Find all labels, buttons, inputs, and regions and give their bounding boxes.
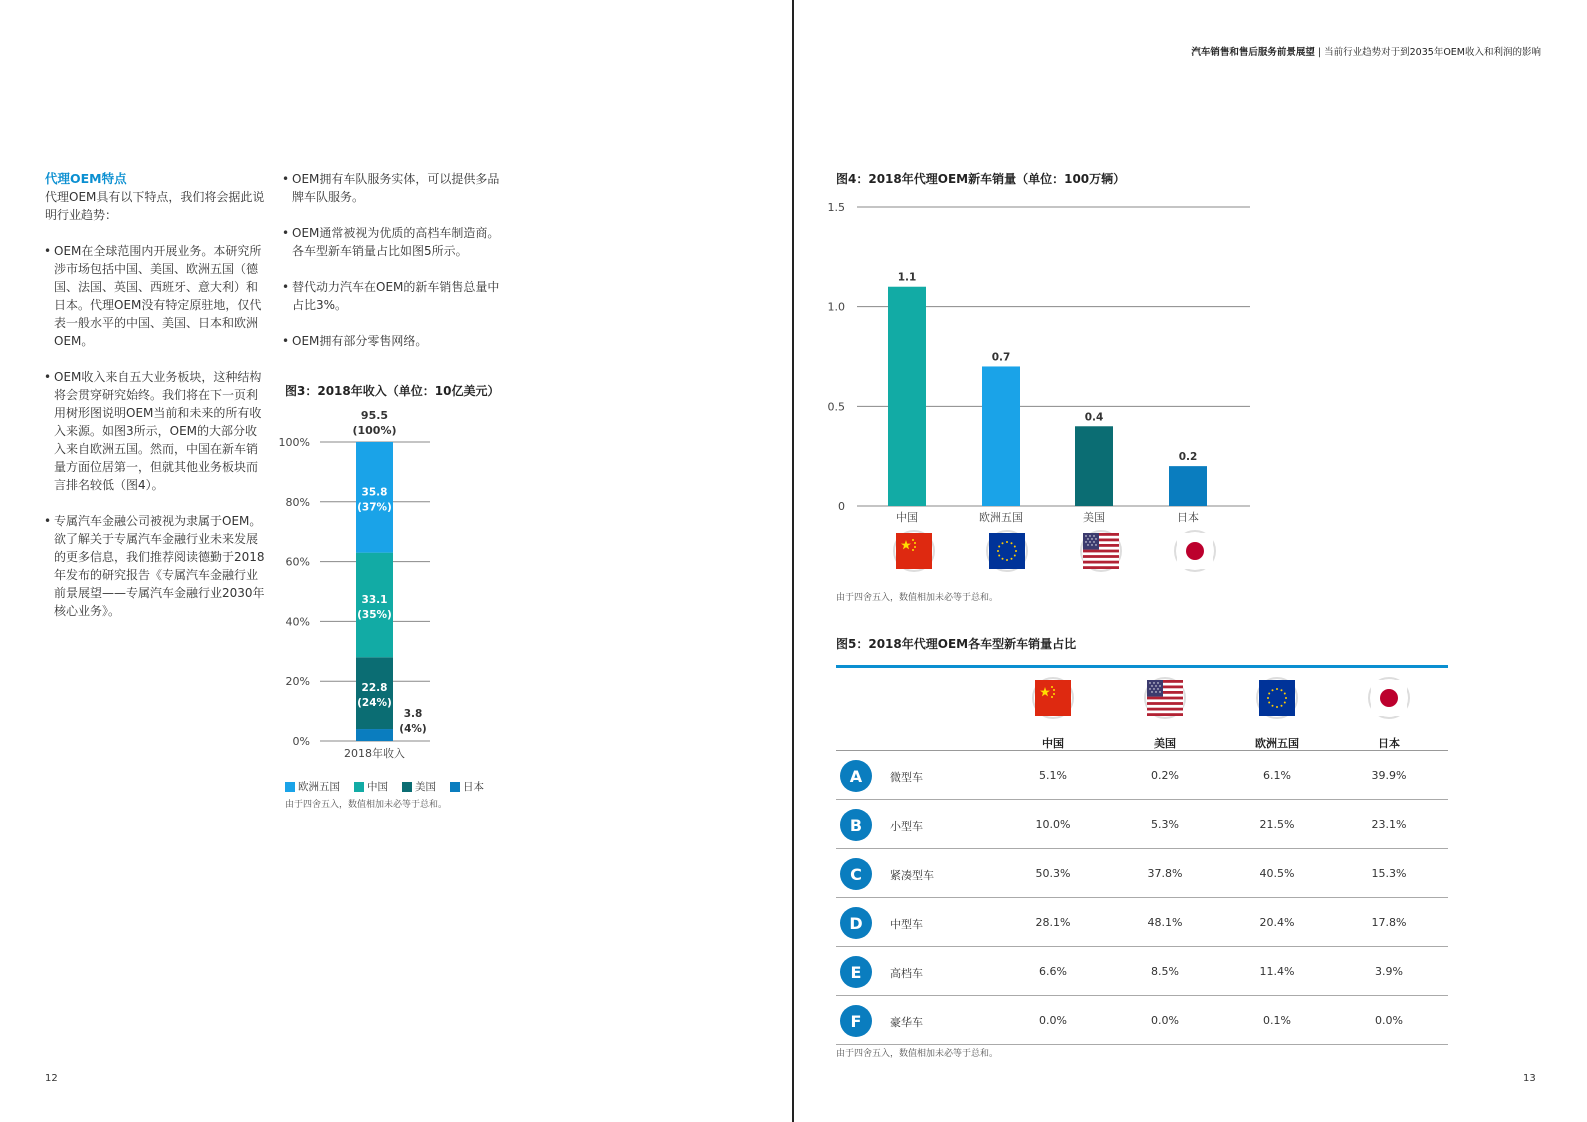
japan-flag-icon [1368, 677, 1410, 719]
eu-flag-icon [1256, 677, 1298, 719]
col-header-japan: 日本 [1378, 737, 1400, 750]
usa-flag-icon [1144, 677, 1186, 719]
japan-flag-icon [1174, 530, 1216, 572]
fig3-data-label: 35.8 [361, 486, 388, 499]
fig3-total-label: 95.5 [360, 409, 389, 422]
fig5-title: 图5：2018年代理OEM各车型新车销量占比 [836, 637, 1077, 651]
eu-flag-icon [986, 530, 1028, 572]
china-flag-icon [893, 530, 935, 572]
fig3-legend-item [285, 779, 340, 794]
table-cell: 0.2% [1151, 769, 1179, 782]
table-cell: 50.3% [1035, 867, 1071, 880]
table-cell: 39.9% [1371, 769, 1407, 782]
fig5-note: 由于四舍五入，数值相加未必等于总和。 [836, 1049, 999, 1059]
table-cell: 15.3% [1371, 867, 1407, 880]
bullet-item: • OEM拥有部分零售网络。 [283, 332, 505, 350]
fig3-ytick-label: 80% [285, 495, 310, 509]
bullet-item: • OEM收入来自五大业务板块，这种结构将会贯穿研究始终。我们将在下一页利用树形图说明OEM当前和未来的所有收入来源。如图3所示，OEM的大部分收入来自欧洲五国。然而，中国在新车销量方面位居第一，但就其他业务板块而言排名较低（图4）。 [45, 368, 267, 494]
table-row [836, 947, 1448, 996]
bullet-item: • OEM通常被视为优质的高档车制造商。各车型新车销量占比如图5所示。 [283, 224, 505, 260]
fig3-stacked-bar-chart [280, 400, 520, 770]
row-label: 中型车 [890, 918, 923, 931]
bullet-item: • 专属汽车金融公司被视为隶属于OEM。欲了解关于专属汽车金融行业未来发展的更多信息，我们推荐阅读德勤于2018年发布的研究报告《专属汽车金融行业前景展望——专属汽车金融行业2030年核心业务》。 [45, 512, 267, 620]
china-flag-icon [1032, 677, 1074, 719]
fig3-data-label: (4%) [399, 723, 427, 736]
fig4-bar [888, 287, 926, 506]
fig3-legend-label: 欧洲五国 [298, 781, 340, 793]
table-cell: 0.1% [1263, 1014, 1291, 1027]
table-cell: 48.1% [1147, 916, 1183, 929]
table-row [836, 800, 1448, 849]
row-badge: D [840, 907, 872, 939]
fig3-legend [285, 779, 484, 794]
middle-text-column [283, 170, 505, 368]
col-header-china: 中国 [1042, 737, 1064, 750]
page-divider [792, 0, 794, 1122]
fig3-ytick-label: 40% [285, 615, 310, 629]
table-cell: 37.8% [1147, 867, 1183, 880]
table-cell: 0.0% [1039, 1014, 1067, 1027]
fig4-ytick-label: 0 [838, 500, 845, 513]
table-cell: 6.1% [1263, 769, 1291, 782]
table-cell: 5.3% [1151, 818, 1179, 831]
fig4-category-label: 欧洲五国 [979, 511, 1023, 524]
fig3-legend-label: 美国 [415, 781, 436, 793]
intro-paragraph: 代理OEM具有以下特点，我们将会据此说明行业趋势： [45, 190, 265, 222]
table-row [836, 898, 1448, 947]
fig4-bar [982, 366, 1020, 506]
fig3-ytick-label: 60% [285, 555, 310, 569]
header-title: 汽车销售和售后服务前景展望 [1191, 47, 1315, 58]
row-badge: C [840, 858, 872, 890]
section-heading: 代理OEM特点 [45, 171, 127, 186]
fig4-bar [1075, 426, 1113, 506]
fig3-data-label: 22.8 [361, 682, 388, 695]
row-label: 紧凑型车 [890, 869, 934, 882]
fig3-total-pct: (100%) [352, 424, 397, 437]
fig3-legend-item [450, 779, 484, 794]
header-subtitle: 当前行业趋势对于到2035年OEM收入和利润的影响 [1324, 47, 1541, 58]
fig4-ytick-label: 1.0 [827, 300, 845, 314]
table-row [836, 751, 1448, 800]
fig3-note: 由于四舍五入，数值相加未必等于总和。 [285, 800, 448, 810]
bullet-item: • OEM在全球范围内开展业务。本研究所涉市场包括中国、美国、欧洲五国（德国、法国、英国、西班牙、意大利）和日本。代理OEM没有特定原驻地，仅代表一般水平的中国、美国、日本和欧洲OEM。 [45, 242, 267, 350]
table-cell: 21.5% [1259, 818, 1295, 831]
table-cell: 17.8% [1371, 916, 1407, 929]
table-cell: 6.6% [1039, 965, 1067, 978]
fig3-legend-swatch [402, 782, 412, 792]
fig3-legend-swatch [450, 782, 460, 792]
fig4-data-label: 0.4 [1084, 411, 1104, 424]
row-label: 高档车 [890, 967, 923, 980]
fig3-data-label: (24%) [357, 697, 392, 710]
running-header [1191, 44, 1541, 58]
col-header-eu5: 欧洲五国 [1255, 737, 1299, 750]
row-badge: B [840, 809, 872, 841]
left-text-column [45, 170, 267, 638]
col-header-usa: 美国 [1154, 737, 1176, 750]
fig4-data-label: 0.7 [991, 351, 1011, 364]
fig3-legend-swatch [285, 782, 295, 792]
fig4-category-label: 美国 [1083, 511, 1105, 524]
fig3-title: 图3：2018年收入（单位：10亿美元） [285, 384, 500, 398]
fig4-bar [1169, 466, 1207, 506]
table-row [836, 996, 1448, 1045]
fig4-ytick-label: 0.5 [827, 400, 845, 414]
row-badge: F [840, 1005, 872, 1037]
table-cell: 0.0% [1151, 1014, 1179, 1027]
table-cell: 40.5% [1259, 867, 1295, 880]
row-label: 豪华车 [890, 1016, 923, 1029]
fig3-ytick-label: 0% [292, 735, 310, 748]
fig4-title: 图4：2018年代理OEM新车销量（单位：100万辆） [836, 172, 1126, 186]
table-top-rule [836, 665, 1448, 668]
row-badge: E [840, 956, 872, 988]
bullet-item: • 替代动力汽车在OEM的新车销售总量中占比3%。 [283, 278, 505, 314]
table-cell: 11.4% [1259, 965, 1295, 978]
table-cell: 5.1% [1039, 769, 1067, 782]
bullet-item: • OEM拥有车队服务实体，可以提供多品牌车队服务。 [283, 170, 505, 206]
fig4-note: 由于四舍五入，数值相加未必等于总和。 [836, 593, 999, 603]
fig3-data-label: (37%) [357, 501, 392, 514]
fig4-ytick-label: 1.5 [827, 201, 845, 214]
fig3-ytick-label: 100% [278, 436, 310, 449]
fig3-category-label: 2018年收入 [344, 747, 405, 760]
row-badge: A [840, 760, 872, 792]
fig3-data-label: 3.8 [403, 708, 423, 721]
page-number-left: 12 [45, 1073, 58, 1084]
row-label: 微型车 [890, 771, 923, 784]
fig3-data-label: 33.1 [361, 593, 388, 606]
table-row [836, 849, 1448, 898]
fig4-data-label: 0.2 [1178, 451, 1198, 464]
page-number-right: 13 [1523, 1073, 1536, 1084]
table-cell: 28.1% [1035, 916, 1071, 929]
fig3-legend-item [354, 779, 388, 794]
fig3-data-label: (35%) [357, 608, 392, 621]
fig3-legend-label: 中国 [367, 781, 388, 793]
table-cell: 20.4% [1259, 916, 1295, 929]
usa-flag-icon [1080, 530, 1122, 572]
fig3-ytick-label: 20% [285, 675, 310, 689]
header-separator: | [1314, 47, 1325, 58]
table-cell: 0.0% [1375, 1014, 1403, 1027]
fig4-category-label: 日本 [1177, 511, 1199, 524]
fig4-category-label: 中国 [896, 511, 918, 524]
table-cell: 3.9% [1375, 965, 1403, 978]
table-cell: 10.0% [1035, 818, 1071, 831]
fig4-data-label: 1.1 [897, 271, 917, 284]
fig4-bar-chart [827, 195, 1260, 535]
fig3-bar-segment [356, 729, 393, 741]
fig3-legend-swatch [354, 782, 364, 792]
table-cell: 23.1% [1371, 818, 1407, 831]
table-cell: 8.5% [1151, 965, 1179, 978]
fig3-legend-label: 日本 [463, 781, 484, 793]
fig3-legend-item [402, 779, 436, 794]
row-label: 小型车 [890, 820, 923, 833]
